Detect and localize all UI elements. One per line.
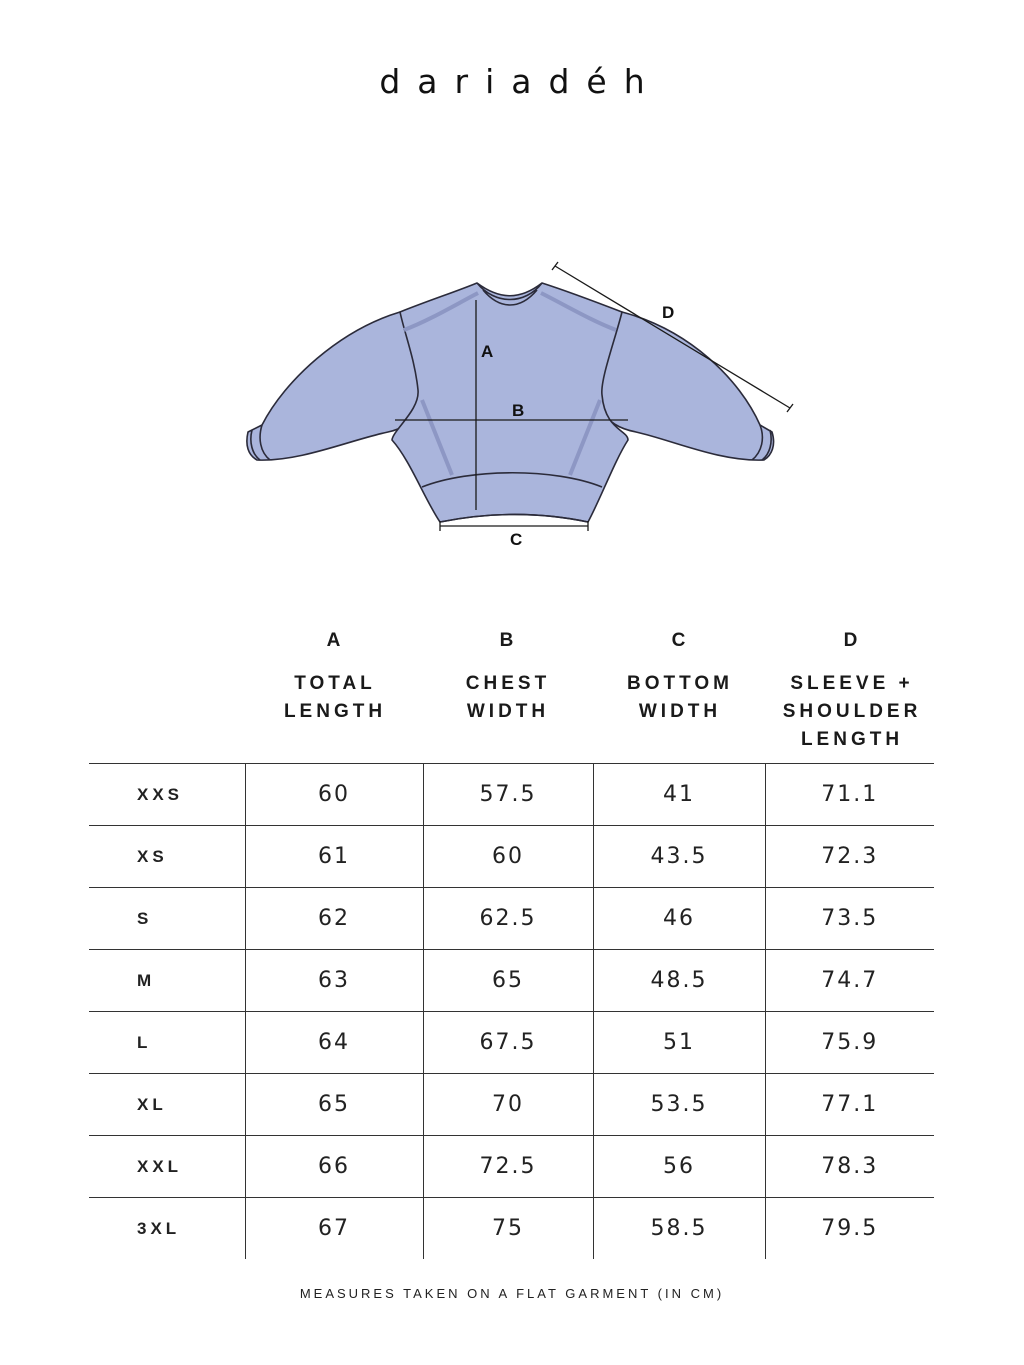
table-row [89, 1198, 934, 1260]
size-label: XXL [89, 1136, 245, 1198]
size-chart-table [89, 763, 934, 1259]
measurement-cell: 56 [593, 1136, 765, 1198]
column-label-b-line-2: WIDTH [466, 701, 550, 722]
measurement-cell: 75.9 [765, 1012, 934, 1074]
measurement-cell: 58.5 [593, 1198, 765, 1260]
measurement-cell: 77.1 [765, 1074, 934, 1136]
table-row [89, 1012, 934, 1074]
size-label: XS [89, 826, 245, 888]
measurement-cell: 63 [245, 950, 423, 1012]
measurement-cell: 72.3 [765, 826, 934, 888]
measurement-cell: 70 [423, 1074, 593, 1136]
label-b: B [512, 401, 525, 420]
measurement-cell: 73.5 [765, 888, 934, 950]
measurement-cell: 67.5 [423, 1012, 593, 1074]
measurement-cell: 60 [245, 764, 423, 826]
measurement-cell: 66 [245, 1136, 423, 1198]
column-label-c-line-2: WIDTH [638, 701, 722, 722]
column-label-d [767, 670, 937, 754]
measurement-cell: 78.3 [765, 1136, 934, 1198]
measurement-cell: 79.5 [765, 1198, 934, 1260]
measure-line-d-tick-start [552, 262, 558, 270]
label-a: A [481, 342, 494, 361]
measurement-cell: 61 [245, 826, 423, 888]
table-row [89, 1074, 934, 1136]
column-label-c [595, 670, 765, 726]
column-label-d-line-1: SLEEVE + [790, 673, 914, 694]
measurement-cell: 65 [423, 950, 593, 1012]
size-label: 3XL [89, 1198, 245, 1260]
measurement-cell: 48.5 [593, 950, 765, 1012]
sweatshirt-illustration [247, 283, 774, 522]
table-row [89, 1136, 934, 1198]
label-c: C [510, 530, 523, 549]
measurement-cell: 62 [245, 888, 423, 950]
measure-line-d-tick-end [787, 404, 793, 412]
measurement-cell: 74.7 [765, 950, 934, 1012]
label-d: D [662, 303, 675, 322]
measurement-cell: 41 [593, 764, 765, 826]
column-label-c-line-1: BOTTOM [627, 673, 733, 694]
column-label-d-line-2: SHOULDER [782, 701, 922, 722]
column-letter-d: D [843, 630, 861, 651]
column-label-b-line-1: CHEST [465, 673, 551, 694]
measurement-cell: 71.1 [765, 764, 934, 826]
size-label: XXS [89, 764, 245, 826]
measurement-cell: 64 [245, 1012, 423, 1074]
column-label-a [250, 670, 420, 726]
measurement-cell: 57.5 [423, 764, 593, 826]
table-row [89, 826, 934, 888]
measurement-cell: 67 [245, 1198, 423, 1260]
measurement-cell: 51 [593, 1012, 765, 1074]
brand-logo: dariadéh [379, 62, 662, 101]
table-row [89, 764, 934, 826]
measurement-cell: 72.5 [423, 1136, 593, 1198]
table-row [89, 888, 934, 950]
footnote: MEASURES TAKEN ON A FLAT GARMENT (IN CM) [299, 1286, 725, 1301]
measurement-cell: 65 [245, 1074, 423, 1136]
column-label-a-line-2: LENGTH [283, 701, 387, 722]
column-letter-c: C [671, 630, 689, 651]
measurement-cell: 60 [423, 826, 593, 888]
measurement-cell: 53.5 [593, 1074, 765, 1136]
column-letter-a: A [326, 630, 344, 651]
size-label: M [89, 950, 245, 1012]
size-label: L [89, 1012, 245, 1074]
size-label: S [89, 888, 245, 950]
sweatshirt-diagram [0, 250, 1024, 560]
table-row [89, 950, 934, 1012]
column-label-d-line-3: LENGTH [800, 729, 904, 750]
column-label-a-line-1: TOTAL [294, 673, 376, 694]
measurement-cell: 62.5 [423, 888, 593, 950]
measurement-cell: 46 [593, 888, 765, 950]
measurement-cell: 43.5 [593, 826, 765, 888]
size-label: XL [89, 1074, 245, 1136]
column-letter-b: B [499, 630, 517, 651]
size-chart-body [89, 764, 934, 1260]
column-label-b [423, 670, 593, 726]
measurement-cell: 75 [423, 1198, 593, 1260]
